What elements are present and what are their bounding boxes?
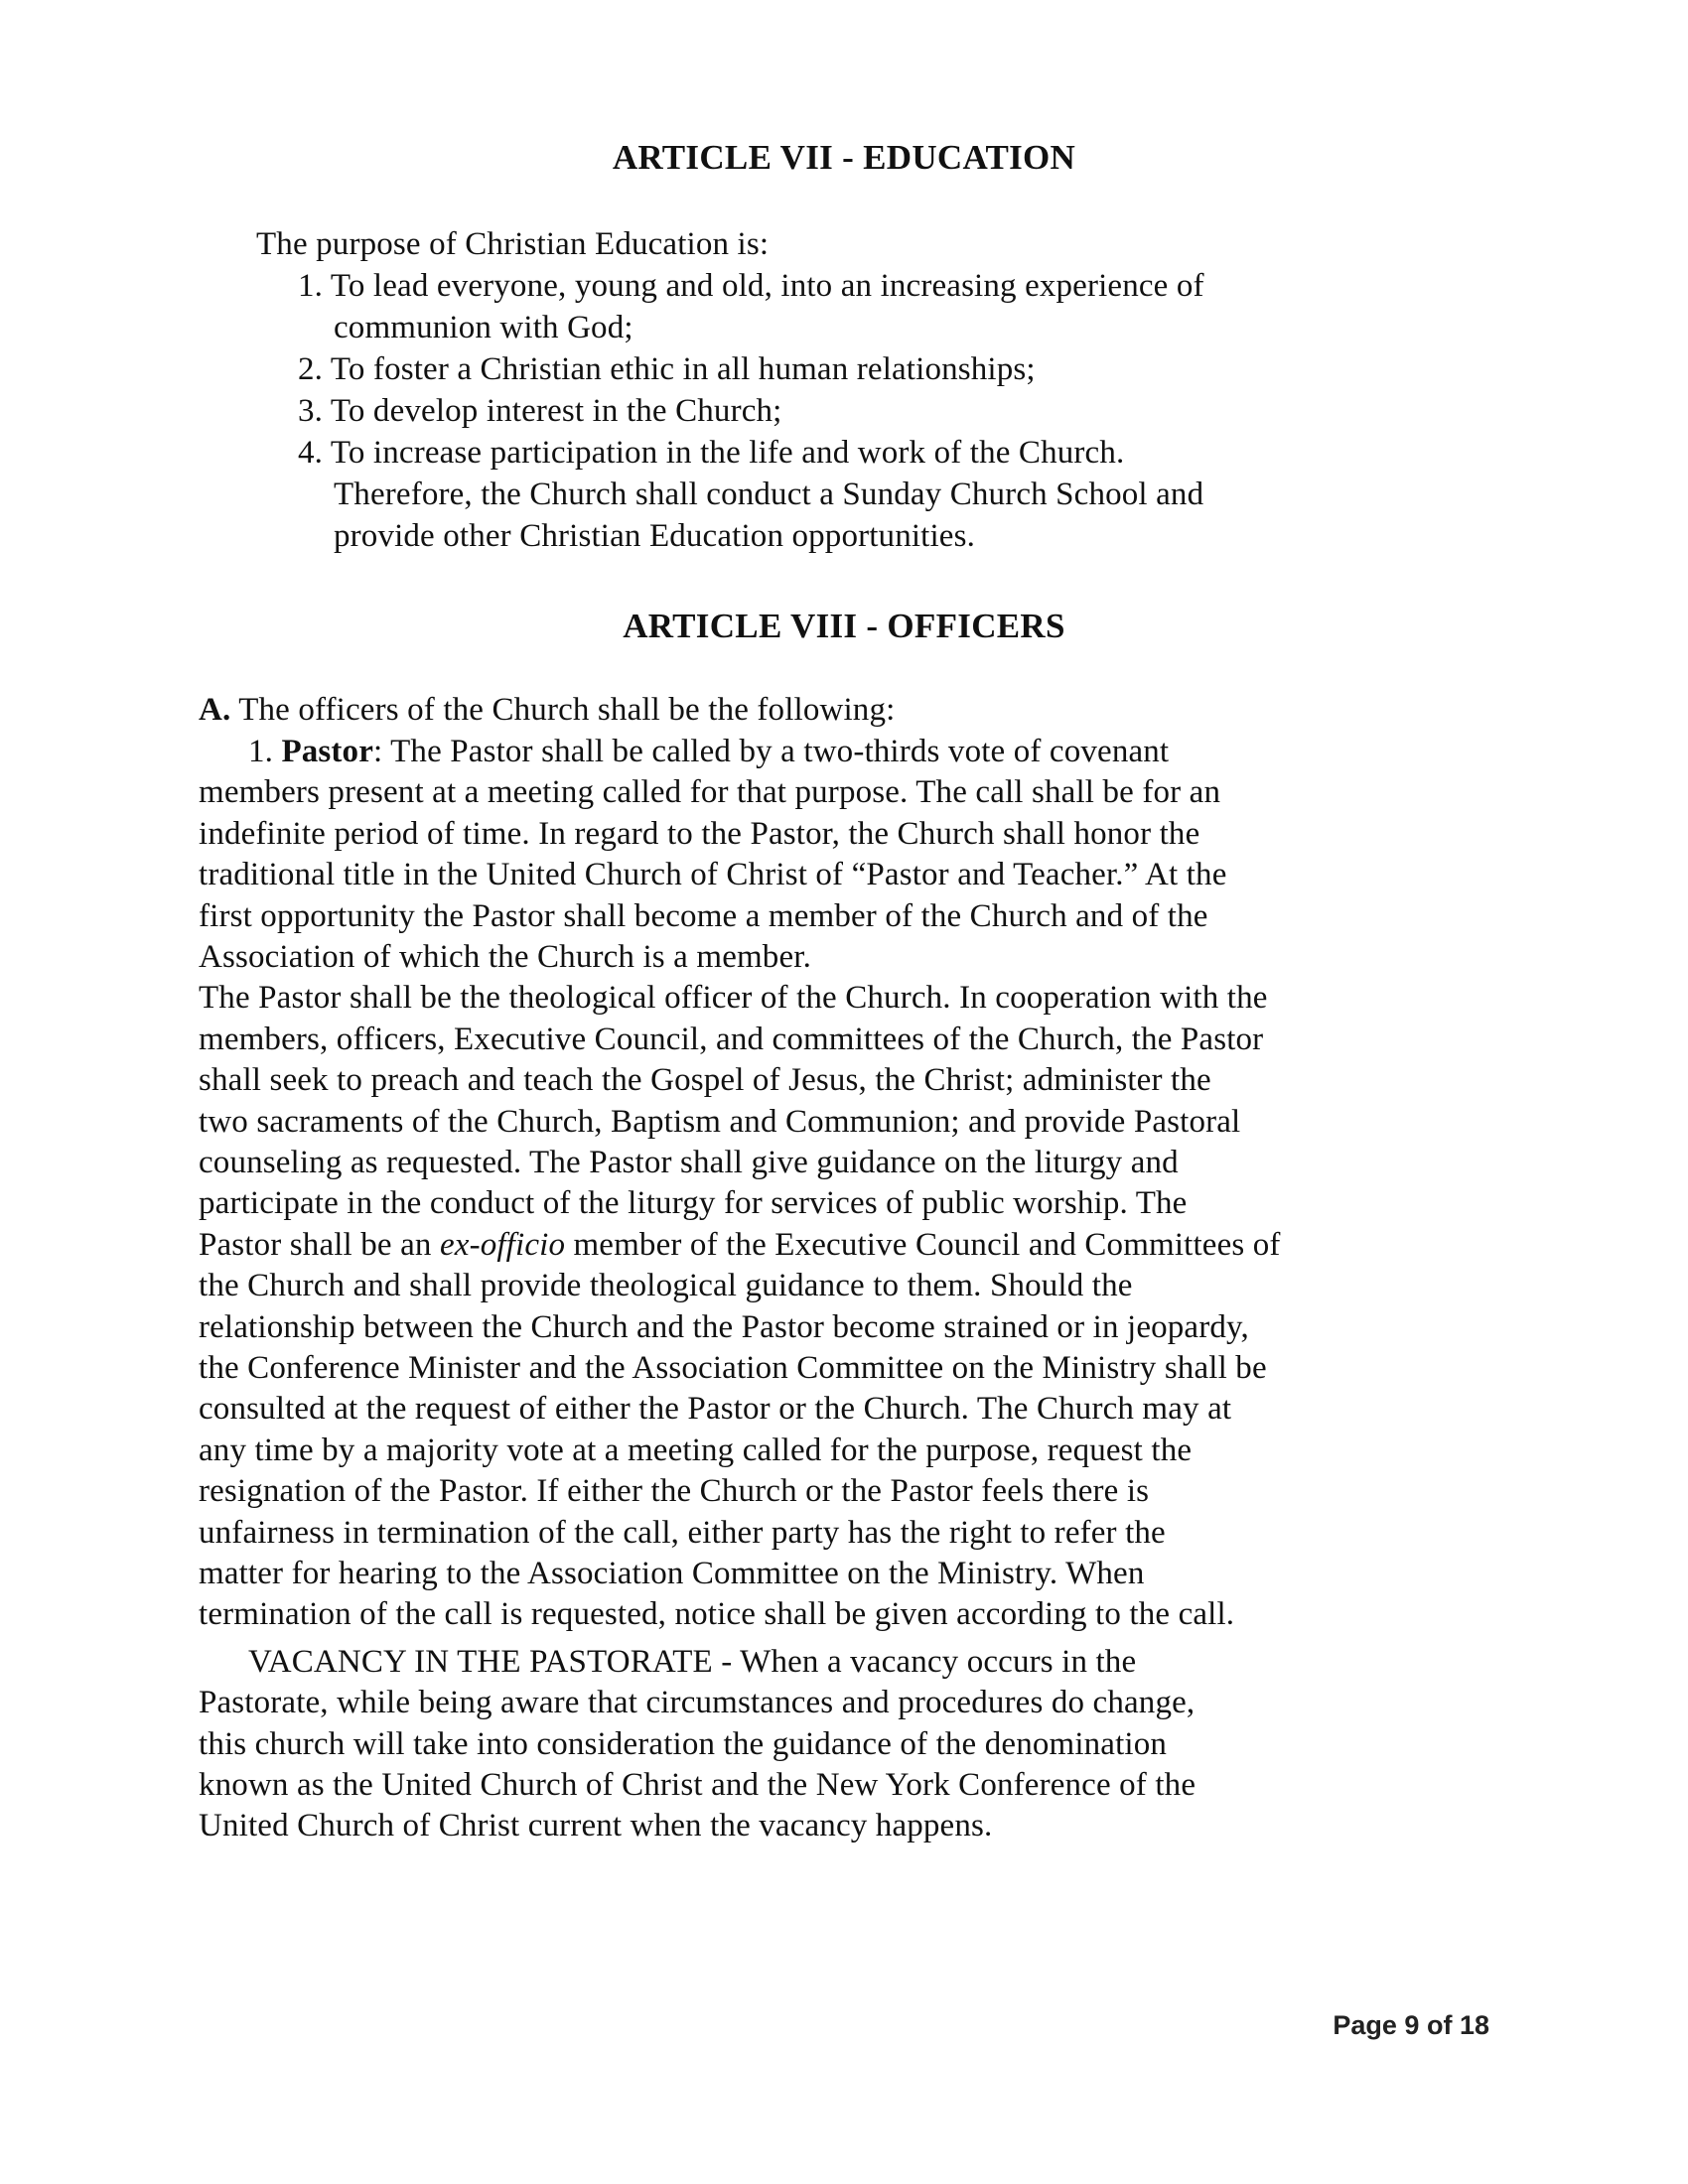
page-label: Page <box>1333 2010 1405 2040</box>
pastor-paragraph-line: resignation of the Pastor. If either the Church or the Pastor feels there is <box>199 1473 1150 1510</box>
pastor-first-line <box>248 731 1169 772</box>
education-item-4 <box>298 432 1124 474</box>
pastor-paragraph-line: Association of which the Church is a member. <box>199 939 811 975</box>
education-item-number: 3. <box>298 393 324 429</box>
pastor-item-number: 1. <box>248 734 282 769</box>
pastor-paragraph-line: the Church and shall provide theological guidance to them. Should the <box>199 1268 1133 1304</box>
education-item-4-continuation: provide other Christian Education opportunities. <box>334 518 975 554</box>
pastor-first-line-text: : The Pastor shall be called by a two-thirds vote of covenant <box>373 734 1170 769</box>
pastor-paragraph-line: members present at a meeting called for that purpose. The call shall be for an <box>199 774 1221 811</box>
exofficio-post-text: member of the Executive Council and Committees of <box>565 1226 1281 1263</box>
exofficio-pre-text: Pastor shall be an <box>199 1226 440 1263</box>
vacancy-paragraph-line: known as the United Church of Christ and the New York Conference of the <box>199 1767 1196 1803</box>
education-item-text: To increase participation in the life and work of the Church. <box>330 435 1125 471</box>
vacancy-paragraph-line: this church will take into consideration the guidance of the denomination <box>199 1725 1168 1762</box>
education-item-number: 2. <box>298 351 324 387</box>
pastor-paragraph-line: counseling as requested. The Pastor shall give guidance on the liturgy and <box>199 1145 1179 1180</box>
article-vii-heading: ARTICLE VII - EDUCATION <box>612 138 1076 177</box>
vacancy-paragraph-line: United Church of Christ current when the vacancy happens. <box>199 1808 993 1844</box>
pastor-exofficio-line <box>199 1224 1281 1266</box>
vacancy-paragraph-line: VACANCY IN THE PASTORATE - When a vacancy occurs in the <box>248 1643 1137 1680</box>
pastor-paragraph-line: consulted at the request of either the Pastor or the Church. The Church may at <box>199 1391 1232 1428</box>
section-a-label: A. <box>199 692 231 728</box>
vacancy-paragraph-line: Pastorate, while being aware that circumstances and procedures do change, <box>199 1685 1196 1721</box>
education-intro: The purpose of Christian Education is: <box>256 226 770 262</box>
pastor-paragraph-line: termination of the call is requested, notice shall be given according to the call. <box>199 1596 1235 1633</box>
pastor-paragraph-line: first opportunity the Pastor shall become a member of the Church and of the <box>199 897 1208 934</box>
page-of-label: of <box>1419 2010 1460 2040</box>
exofficio-italic-text: ex-officio <box>439 1226 566 1263</box>
pastor-paragraph-line: indefinite period of time. In regard to the Pastor, the Church shall honor the <box>199 815 1200 852</box>
pastor-paragraph-line: participate in the conduct of the liturgy for services of public worship. The <box>199 1185 1188 1222</box>
pastor-label: Pastor <box>281 734 373 769</box>
page-number-footer <box>1333 2009 1489 2041</box>
education-item-number: 4. <box>298 435 324 471</box>
pastor-paragraph-line: The Pastor shall be the theological officer of the Church. In cooperation with the <box>199 980 1268 1017</box>
education-item-3 <box>298 390 781 432</box>
pastor-paragraph-line: unfairness in termination of the call, either party has the right to refer the <box>199 1514 1166 1551</box>
education-item-number: 1. <box>298 268 324 304</box>
page-number: 9 <box>1404 2010 1420 2040</box>
education-item-1-continuation: communion with God; <box>334 310 633 345</box>
education-item-text: To develop interest in the Church; <box>330 393 782 429</box>
pastor-paragraph-line: the Conference Minister and the Association Committee on the Ministry shall be <box>199 1350 1267 1386</box>
pastor-paragraph-line: members, officers, Executive Council, and committees of the Church, the Pastor <box>199 1021 1264 1057</box>
article-viii-heading: ARTICLE VIII - OFFICERS <box>623 607 1065 645</box>
pastor-paragraph-line: traditional title in the United Church of Christ of “Pastor and Teacher.” At the <box>199 857 1227 893</box>
section-a-text: The officers of the Church shall be the following: <box>230 692 896 728</box>
education-item-4-continuation: Therefore, the Church shall conduct a Sunday Church School and <box>334 477 1204 512</box>
education-item-text: To foster a Christian ethic in all human relationships; <box>330 351 1036 387</box>
page-total: 18 <box>1459 2010 1489 2040</box>
pastor-paragraph-line: two sacraments of the Church, Baptism and Communion; and provide Pastoral <box>199 1103 1241 1140</box>
officers-section-a <box>199 689 895 731</box>
education-item-2 <box>298 348 1036 390</box>
pastor-paragraph-line: shall seek to preach and teach the Gospel of Jesus, the Christ; administer the <box>199 1062 1211 1099</box>
education-item-1 <box>298 265 1204 307</box>
education-item-text: To lead everyone, young and old, into an increasing experience of <box>330 268 1204 304</box>
pastor-paragraph-line: any time by a majority vote at a meeting called for the purpose, request the <box>199 1432 1193 1468</box>
pastor-paragraph-line: matter for hearing to the Association Committee on the Ministry. When <box>199 1556 1145 1591</box>
pastor-paragraph-line: relationship between the Church and the Pastor become strained or in jeopardy, <box>199 1308 1249 1345</box>
